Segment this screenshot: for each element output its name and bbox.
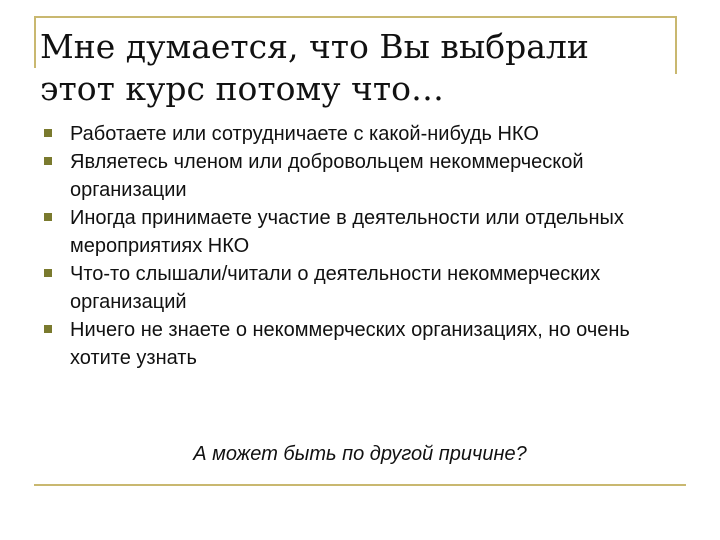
frame-right-line <box>675 16 677 74</box>
bullet-text: Иногда принимаете участие в деятельности или отдельных мероприятиях НКО <box>70 207 624 257</box>
bullet-text: Ничего не знаете о некоммерческих организациях, но очень хотите узнать <box>70 319 630 369</box>
bullet-text: Работаете или сотрудничаете с какой-нибудь НКО <box>70 123 539 145</box>
bullet-item <box>40 204 688 260</box>
square-bullet-icon <box>44 213 52 221</box>
bullet-list <box>40 120 688 372</box>
bullet-item <box>40 316 688 372</box>
square-bullet-icon <box>44 269 52 277</box>
frame-left-line <box>34 16 36 68</box>
bullet-item <box>40 120 688 148</box>
square-bullet-icon <box>44 157 52 165</box>
square-bullet-icon <box>44 325 52 333</box>
frame-top-line <box>34 16 676 18</box>
bullet-item <box>40 148 688 204</box>
closing-question: А может быть по другой причине? <box>193 443 527 465</box>
frame-bottom-line <box>34 484 686 486</box>
square-bullet-icon <box>44 129 52 137</box>
bullet-text: Что-то слышали/читали о деятельности некоммерческих организаций <box>70 263 601 313</box>
bullet-text: Являетесь членом или добровольцем некоммерческой организации <box>70 151 584 201</box>
slide-title: Мне думается, что Вы выбрали этот курс потому что… <box>40 27 589 108</box>
bullet-item <box>40 260 688 316</box>
